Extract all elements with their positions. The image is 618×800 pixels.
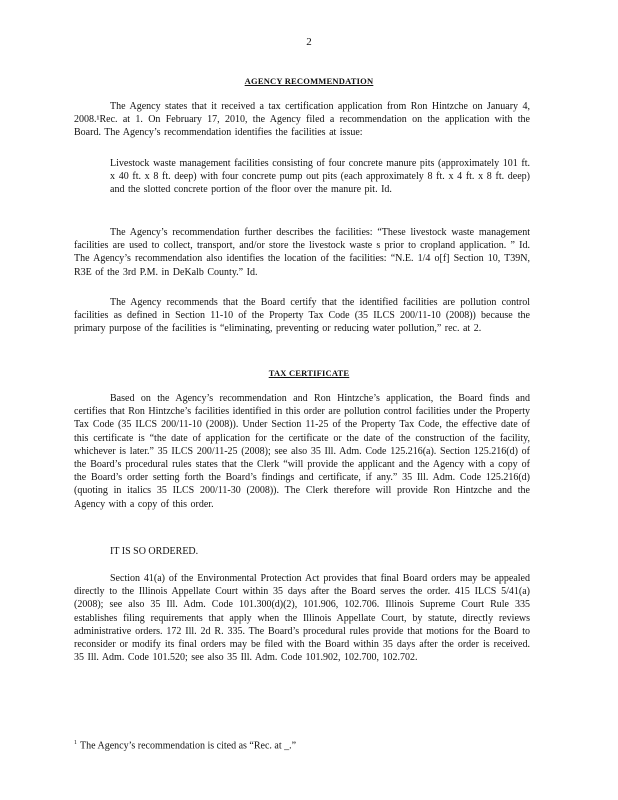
order-statement: IT IS SO ORDERED. xyxy=(110,546,199,557)
footnote xyxy=(74,740,296,751)
block-quote-facilities: Livestock waste management facilities consisting of four concrete manure pits (approximately 101 ft. x 40 ft. x 8 ft. deep) with four concrete pump out pits (each approximately 8 ft. x 4 ft. x 8 ft. deep) and the slotted concrete portion of the floor over the manure pit. Id. xyxy=(110,158,530,196)
footnote-text: The Agency’s recommendation is cited as “Rec. at _.” xyxy=(80,740,297,752)
tax-certificate-heading-text: TAX CERTIFICATE xyxy=(268,368,350,378)
agency-recommendation-heading xyxy=(0,76,618,86)
tax-certificate-heading xyxy=(0,368,618,378)
page-number: 2 xyxy=(306,36,312,48)
paragraph-application: The Agency states that it received a tax certification application from Ron Hintzche on January 4, 2008.¹Rec. at 1. On February 17, 2010, the Agency filed a recommendation on the application with the Board. The Agency’s recommendation identifies the facilities at issue: xyxy=(74,101,530,139)
paragraph-appeal: Section 41(a) of the Environmental Protection Act provides that final Board orders may be appealed directly to the Illinois Appellate Court within 35 days after the Board serves the order. 415 ILCS 5/41(a) (2008); see also 35 Ill. Adm. Code 101.300(d)(2), 101.906, 102.706. Illinois Supreme Court Rule 335 establishes filing requirements that apply when the Illinois Appellate Court, by statute, directly reviews administrative orders. 172 Ill. 2d R. 335. The Board’s procedural rules provide that motions for the Board to reconsider or modify its final orders may be filed with the Board within 35 days after the order is received. 35 Ill. Adm. Code 101.520; see also 35 Ill. Adm. Code 101.902, 102.700, 102.702. xyxy=(74,573,530,664)
paragraph-recommendation: The Agency recommends that the Board certify that the identified facilities are pollution control facilities as defined in Section 11-10 of the Property Tax Code (35 ILCS 200/11-10 (2008)) because the primary purpose of the facilities is “eliminating, preventing or reducing water pollution,” rec. at 2. xyxy=(74,297,530,335)
footnote-marker: 1 xyxy=(74,740,77,746)
agency-recommendation-heading-text: AGENCY RECOMMENDATION xyxy=(244,76,374,86)
paragraph-certification: Based on the Agency’s recommendation and Ron Hintzche’s application, the Board finds and certifies that Ron Hintzche’s facilities identified in this order are pollution control facilities under the Property Tax Code (35 ILCS 200/11-10 (2008)). Under Section 11-25 of the Property Tax Code, the effective date of this certificate is “the date of application for the certificate or the date of the construction of the facility, whichever is later.” 35 ILCS 200/11-25 (2008); see also 35 Ill. Adm. Code 125.216(a). Section 125.216(d) of the Board’s procedural rules states that the Clerk “will provide the applicant and the Agency with a copy of the Board’s order setting forth the Board’s findings and certificate, if any.” 35 Ill. Adm. Code 125.216(d) (quoting in italics 35 ILCS 200/11-30 (2008)). The Clerk therefore will provide Ron Hintzche and the Agency with a copy of this order. xyxy=(74,393,530,510)
paragraph-description: The Agency’s recommendation further describes the facilities: “These livestock waste management facilities are used to collect, transport, and/or store the livestock waste s prior to cropland application. ” Id. The Agency’s recommendation also identifies the location of the facilities: “N.E. 1/4 o[f] Section 10, T39N, R3E of the 3rd P.M. in DeKalb County.” Id. xyxy=(74,227,530,278)
